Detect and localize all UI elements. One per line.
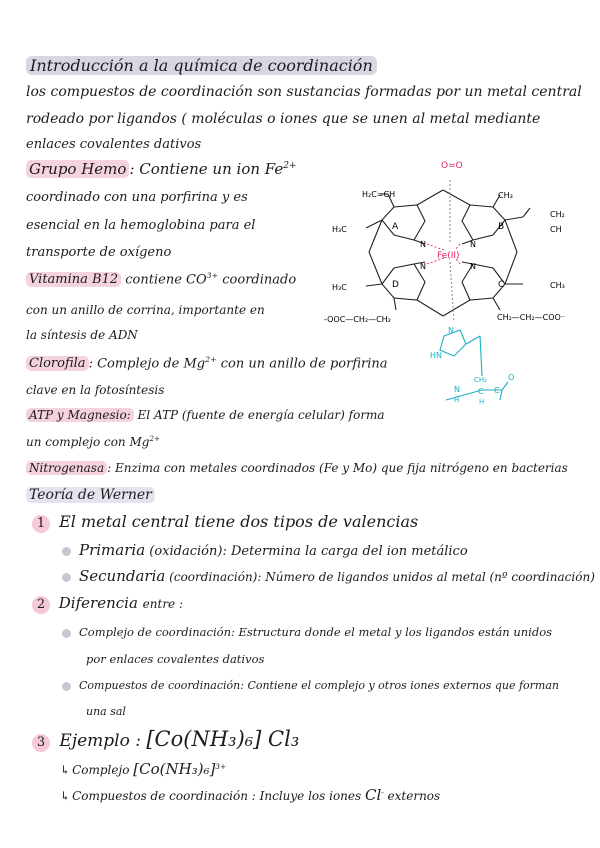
nitrogen-label: N <box>470 262 476 271</box>
compuestos-item-line-2: una sal <box>86 705 126 718</box>
atp-line-1: ATP y Magnesio: El ATP (fuente de energía celular) forma <box>26 408 385 422</box>
nitrogen-label: N <box>420 240 426 249</box>
compuestos-item: Compuestos de coordinación: Contiene el complejo y otros iones externos que forman <box>62 679 559 692</box>
methyl-label: H₃C <box>332 283 347 292</box>
vinyl-ch2-label: CH₂ <box>550 210 565 219</box>
b12-line-1: Vitamina B12 contiene $CO^{3+}$ coordinado <box>26 271 296 287</box>
methyl-label: CH₃ <box>550 281 565 290</box>
werner-point-2: 2 Diferencia entre : <box>32 594 183 614</box>
hemo-line-1: Grupo Hemo : Contiene un ion $Fe^{2+}$ <box>26 160 297 178</box>
iron-label: Fe(II) <box>437 251 460 261</box>
hemo-line-4: transporte de oxígeno <box>26 245 172 260</box>
bullet-icon <box>62 573 71 582</box>
bullet-icon <box>62 547 71 556</box>
ring-a-label: A <box>392 222 399 232</box>
primaria-item: Primaria (oxidación): Determina la carga del ion metálico <box>62 541 468 559</box>
histidine-ch2-label: CH₂ <box>474 376 487 384</box>
arrow-right-icon: ↳ <box>60 789 71 803</box>
histidine-c-label: C <box>478 387 484 396</box>
ring-b-label: B <box>498 222 505 232</box>
complejo-item: Complejo de coordinación: Estructura donde el metal y los ligandos están unidos <box>62 625 552 639</box>
propionate-label: CH₂—CH₂—COO⁻ <box>497 313 566 322</box>
hemo-label: Grupo Hemo <box>26 160 129 178</box>
nitro-line: Nitrogenasa : Enzima con metales coordinados (Fe y Mo) que fija nitrógeno en bacterias <box>26 461 568 475</box>
complejo-item-line-2: por enlaces covalentes dativos <box>86 652 265 666</box>
intro-line-2: rodeado por ligandos ( moléculas o iones que se unen al metal mediante <box>26 111 541 127</box>
heme-structure-diagram <box>322 150 592 410</box>
b12-label: Vitamina B12 <box>26 272 121 287</box>
bullet-icon <box>62 682 71 691</box>
page-title: Introducción a la química de coordinación <box>26 56 377 75</box>
werner-point-3: 3 Ejemplo : [Co(NH₃)₆] Cl₃ <box>32 727 299 752</box>
atp-label: ATP y Magnesio: <box>26 408 134 422</box>
oxygen-label: O=O <box>441 161 463 171</box>
b12-line-3: la síntesis de ADN <box>26 328 138 342</box>
ejemplo-arrow-2: ↳ Compuestos de coordinación : Incluye los iones Cl- externos <box>60 786 441 804</box>
secundaria-item: Secundaria (coordinación): Número de ligandos unidos al metal (nº coordinación) <box>62 567 595 585</box>
b12-line-2: con un anillo de corrina, importante en <box>26 303 265 317</box>
atp-line-2: un complejo con $Mg^{2+}$ <box>26 434 161 449</box>
histidine-n-label: N <box>448 326 454 335</box>
hemo-line-3: esencial en la hemoglobina para el <box>26 218 256 233</box>
histidine-hn-label: HN <box>430 351 442 360</box>
nitrogen-label: N <box>420 262 426 271</box>
werner-title: Teoría de Werner <box>26 487 155 503</box>
vinyl-label: H₂C=CH <box>362 190 396 199</box>
ring-c-label: C <box>498 280 505 290</box>
propionate-label: -OOC—CH₂—CH₂ <box>324 315 391 324</box>
histidine-o-label: O <box>508 373 515 382</box>
werner-point-1: 1 El metal central tiene dos tipos de valencias <box>32 512 418 533</box>
histidine-co-label: C <box>494 386 500 395</box>
methyl-label: CH₃ <box>498 191 513 200</box>
intro-line-3: enlaces covalentes dativos <box>26 137 202 152</box>
clorofila-label: Clorofila <box>26 356 89 371</box>
histidine-nh-label: N <box>454 385 460 394</box>
ejemplo-arrow-1: ↳ Complejo $[Co(NH_3)_6]^{3+}$ <box>60 760 227 778</box>
arrow-right-icon: ↳ <box>60 763 71 777</box>
histidine-h-label: H <box>479 398 485 406</box>
nitro-label: Nitrogenasa <box>26 461 107 475</box>
methyl-label: H₃C <box>332 225 347 234</box>
hemo-line-2: coordinado con una porfirina y es <box>26 190 248 205</box>
bullet-icon <box>62 629 71 638</box>
histidine-h-label: H <box>454 396 460 404</box>
ring-d-label: D <box>392 280 399 290</box>
intro-line-1: los compuestos de coordinación son sustancias formadas por un metal central <box>26 84 582 100</box>
clorofila-line-1: Clorofila : Complejo de $Mg^{2+}$ con un anillo de porfirina <box>26 355 388 371</box>
clorofila-line-2: clave en la fotosíntesis <box>26 383 165 397</box>
vinyl-ch-label: CH <box>550 225 562 234</box>
nitrogen-label: N <box>470 240 476 249</box>
